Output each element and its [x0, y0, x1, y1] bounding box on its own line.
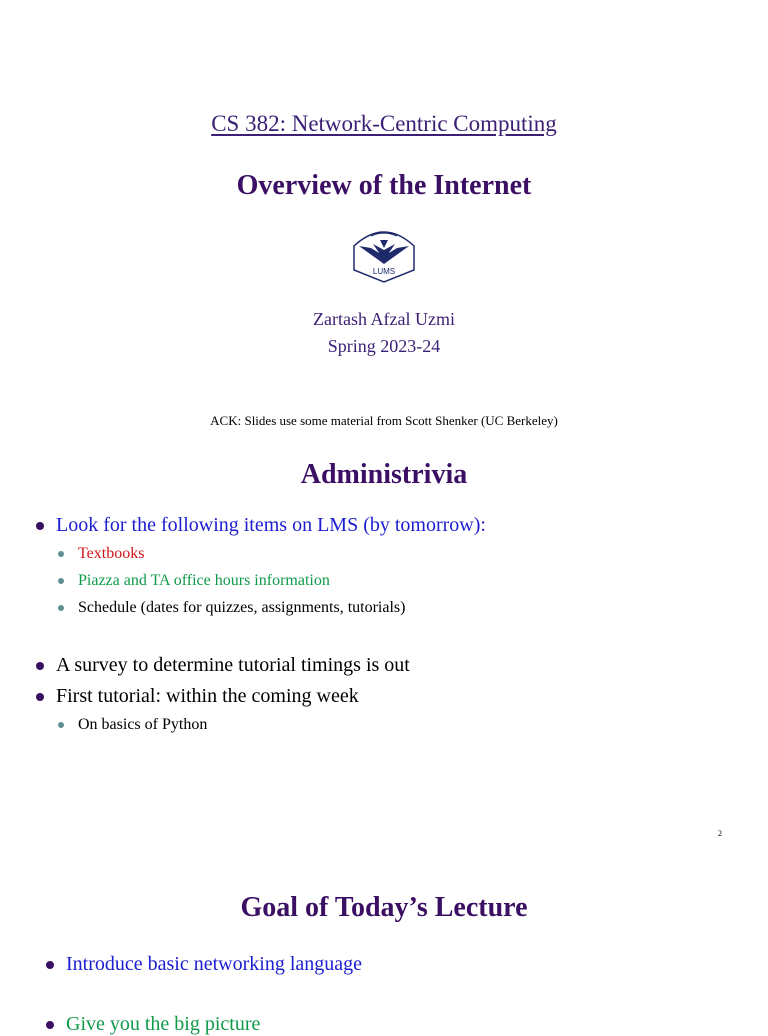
- bullet-text: Look for the following items on LMS (by tomorrow):: [56, 514, 486, 536]
- sub-bullet-dot: [58, 605, 64, 611]
- term: Spring 2023-24: [327, 336, 441, 356]
- sub-bullet-dot: [58, 551, 64, 557]
- sub-bullet-text: Textbooks: [78, 545, 145, 562]
- bullet-text: A survey to determine tutorial timings is out: [56, 654, 410, 676]
- bullet-dot: [46, 1021, 54, 1029]
- bullet-dot: [36, 522, 44, 530]
- bullet-text: First tutorial: within the coming week: [56, 685, 359, 707]
- slide-title-overview: Overview of the Internet: [236, 170, 532, 201]
- logo-text: LUMS: [372, 267, 396, 276]
- bullet-dot: [46, 961, 54, 969]
- bullet-dot: [36, 662, 44, 670]
- sub-bullet-text: On basics of Python: [78, 716, 208, 733]
- slide-title-administrivia: Administrivia: [300, 459, 468, 490]
- course-title: [0, 111, 768, 137]
- course-title-text: CS 382: Network-Centric Computing: [211, 111, 557, 136]
- acknowledgement: ACK: Slides use some material from Scott Shenker (UC Berkeley): [210, 413, 558, 428]
- sub-bullet-text: Piazza and TA office hours information: [78, 572, 330, 589]
- slide-title-goal: Goal of Today’s Lecture: [240, 892, 528, 923]
- bullet-dot: [36, 693, 44, 701]
- bullet-text: Give you the big picture: [66, 1013, 261, 1035]
- sub-bullet-dot: [58, 722, 64, 728]
- sub-bullet-text: Schedule (dates for quizzes, assignments, tutorials): [78, 599, 406, 616]
- sub-bullet-dot: [58, 578, 64, 584]
- bullet-text: Introduce basic networking language: [66, 953, 363, 975]
- lums-logo-icon: [349, 226, 419, 284]
- author-name: Zartash Afzal Uzmi: [313, 309, 455, 329]
- page-number: 2: [718, 829, 722, 838]
